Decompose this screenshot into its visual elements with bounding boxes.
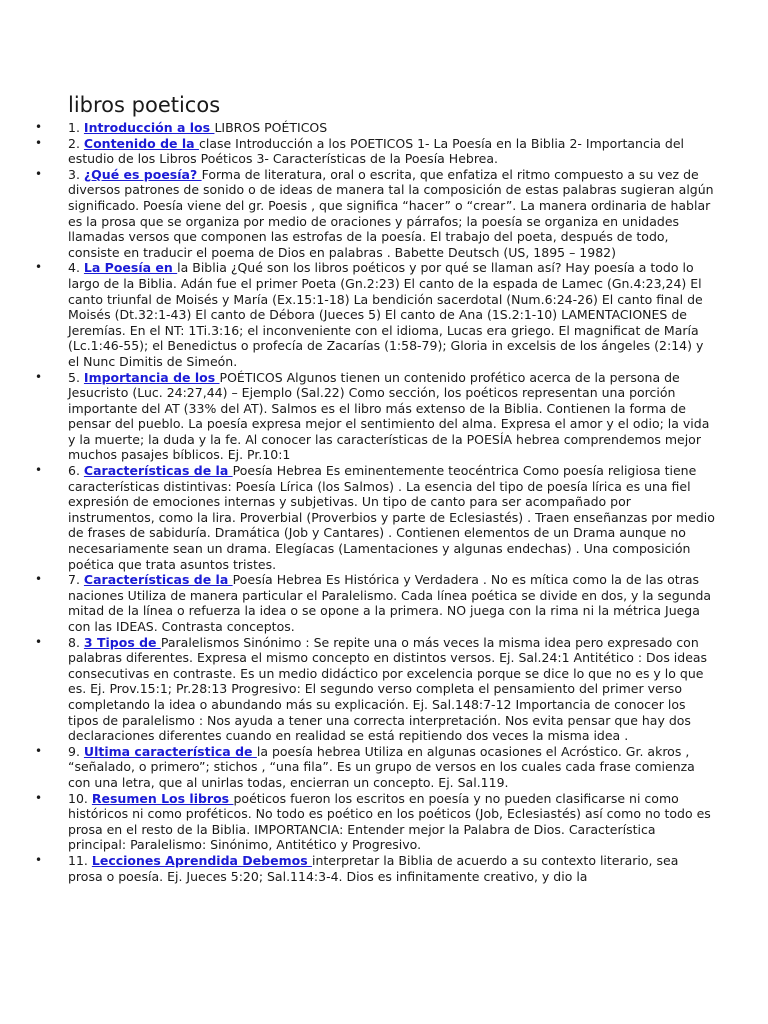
list-item <box>35 120 716 136</box>
bullet-icon: • <box>35 790 43 805</box>
item-number: 5. <box>68 369 80 385</box>
item-link[interactable]: Características de la <box>83 463 233 479</box>
bullet-icon: • <box>35 120 43 134</box>
item-text: poéticos fueron los escritos en poesía y no pueden clasificarse ni como históricos ni como proféticos. No todo es poético en los poéticos (Job, Eclesiastés) así como no todo es prosa en el resto de la Biblia. IMPORTANCIA: Entender mejor la Palabra de Dios. Característica principal: Paralelismo: Sinónimo, Antitético y Progresivo. <box>68 790 711 853</box>
item-link[interactable]: Ultima característica de <box>83 743 257 759</box>
item-link[interactable]: Contenido de la <box>83 135 199 151</box>
item-number: 8. <box>68 634 80 650</box>
item-text: Poesía Hebrea Es eminentemente teocéntrica Como poesía religiosa tiene características distintivas: Poesía Lírica (los Salmos) . La esencia del tipo de poesía lírica es una fiel expresión de emociones internas y subjetivas. Un tipo de canto para ser acompañado por instrumentos, como la lira. Proverbial (Proverbios y parte de Eclesiastés) . Traen enseñanzas por medio de frases de sabiduría. Dramática (Job y Cantares) . Contienen elementos de un Drama aunque no necesariamente sean un drama. Elegíacas (Lamentaciones y algunas endechas) . Una composición poética que trata asuntos tristes. <box>68 463 715 572</box>
item-text: LIBROS POÉTICOS <box>214 120 328 135</box>
list-item <box>35 790 716 853</box>
list-item <box>35 634 716 744</box>
item-number: 6. <box>68 463 80 479</box>
list-item <box>35 369 716 464</box>
item-number: 9. <box>68 743 80 759</box>
bullet-icon: • <box>35 852 43 867</box>
list-item <box>35 135 716 167</box>
list-item <box>35 463 716 572</box>
item-number: 4. <box>68 260 80 276</box>
bullet-icon: • <box>35 369 43 384</box>
item-link[interactable]: Características de la <box>83 572 233 588</box>
item-link[interactable]: Resumen Los libros <box>91 790 234 806</box>
item-link[interactable]: 3 Tipos de <box>83 634 161 650</box>
item-number: 7. <box>68 572 80 588</box>
item-number: 11. <box>68 852 88 868</box>
item-text: Poesía Hebrea Es Histórica y Verdadera . No es mítica como la de las otras naciones Utiliza de manera particular el Paralelismo. Cada línea poética se divide en dos, y la segunda mitad de la línea o refuerza la idea o se opone a la primera. NO juega con la rima ni la métrica Juega con las IDEAS. Contrasta conceptos. <box>68 572 712 634</box>
bullet-icon: • <box>35 634 43 649</box>
item-text: Forma de literatura, oral o escrita, que enfatiza el ritmo compuesto a su vez de diversos patrones de sonido o de ideas de manera tal la composición de estas palabras sugieran algún significado. Poesía viene del gr. Poesis , que significa “hacer” o “crear”. La manera ordinaria de hablar es la prosa que se organiza por medio de oraciones y párrafos; la poesía se organiza en unidades llamadas versos que componen las estrofas de la poesía. El trabajo del poeta, después de todo, consiste en traducir el poema de Dios en palabras . Babette Deutsch (US, 1895 – 1982) <box>68 166 714 260</box>
bullet-icon: • <box>35 260 43 275</box>
item-number: 3. <box>68 166 80 182</box>
bullet-icon: • <box>35 572 43 587</box>
bullet-icon: • <box>35 463 43 478</box>
item-link[interactable]: Importancia de los <box>83 369 220 385</box>
outline-list <box>35 120 716 884</box>
item-number: 1. <box>68 120 80 135</box>
item-text: Paralelismos Sinónimo : Se repite una o más veces la misma idea pero expresado con palabras diferentes. Expresa el mismo concepto en distintos versos. Ej. Sal.24:1 Antitético : Dos ideas consecutivas en contraste. Es un medio didáctico por excelencia porque se dice lo que no es y lo que es. Ej. Prov.15:1; Pr.28:13 Progresivo: El segundo verso completa el pensamiento del primer verso completando la idea o abundando más su explicación. Ej. Sal.148:7-12 Importancia de conocer los tipos de paralelismo : Nos ayuda a tener una correcta interpretación. Nos evita pensar que hay dos declaraciones diferentes cuando en realidad se está repitiendo dos veces la misma idea . <box>68 634 708 744</box>
item-number: 2. <box>68 135 80 151</box>
list-item <box>35 572 716 634</box>
list-item <box>35 260 716 369</box>
item-text: la poesía hebrea Utiliza en algunas ocasiones el Acróstico. Gr. akros , “señalado, o primero”; stichos , “una fila”. Es un grupo de versos en los cuales cada frase comienza con una letra, que al unirlas todas, encierran un concepto. Ej. Sal.119. <box>68 743 695 790</box>
item-link[interactable]: La Poesía en <box>83 260 178 276</box>
item-text: clase Introducción a los POETICOS 1- La Poesía en la Biblia 2- Importancia del estudio de los Libros Poéticos 3- Características de la Poesía Hebrea. <box>68 135 685 167</box>
bullet-icon: • <box>35 166 43 181</box>
item-link[interactable]: Introducción a los <box>83 120 215 135</box>
item-text: POÉTICOS Algunos tienen un contenido profético acerca de la persona de Jesucristo (Luc. 24:27,44) – Ejemplo (Sal.22) Como sección, los poéticos representan una porción importante del AT (33% del AT). Salmos es el libro más extenso de la Biblia. Contienen la forma de pensar del pueblo. La poesía expresa mejor el sentimiento del alma. Expresa el amor y el odio; la vida y la muerte; la duda y la fe. Al conocer las características de la POESÍA hebrea comprendemos mejor muchos pasajes bíblicos. Ej. Pr.10:1 <box>68 369 710 463</box>
item-link[interactable]: Lecciones Aprendida Debemos <box>91 852 312 868</box>
item-text: la Biblia ¿Qué son los libros poéticos y por qué se llaman así? Hay poesía a todo lo largo de la Biblia. Adán fue el primer Poeta (Gn.2:23) El canto de la espada de Lamec (Gn.4:23,24) El canto triunfal de Moisés y María (Ex.15:1-18) La bendición sacerdotal (Num.6:24-26) El canto final de Moisés (Dt.32:1-43) El canto de Débora (Jueces 5) El canto de Ana (1S.2:1-10) LAMENTACIONES de Jeremías. En el NT: 1Ti.3:16; el inconveniente con el idioma, Lucas era griego. El magnificat de María (Lc.1:46-55); el Benedictus o profecía de Zacarías (1:58-79); Gloria in excelsis de los ángeles (2:14) y el Nunc Dimitis de Simeón. <box>68 260 704 369</box>
bullet-icon: • <box>35 743 43 758</box>
item-number: 10. <box>68 790 88 806</box>
item-link[interactable]: ¿Qué es poesía? <box>83 166 202 182</box>
list-item <box>35 166 716 261</box>
list-item <box>35 743 716 791</box>
item-text: interpretar la Biblia de acuerdo a su contexto literario, sea prosa o poesía. Ej. Jueces 5:20; Sal.114:3-4. Dios es infinitamente creativo, y dio la <box>68 852 679 884</box>
page-title: libros poeticos <box>68 93 221 117</box>
bullet-icon: • <box>35 135 43 150</box>
list-item <box>35 852 716 884</box>
